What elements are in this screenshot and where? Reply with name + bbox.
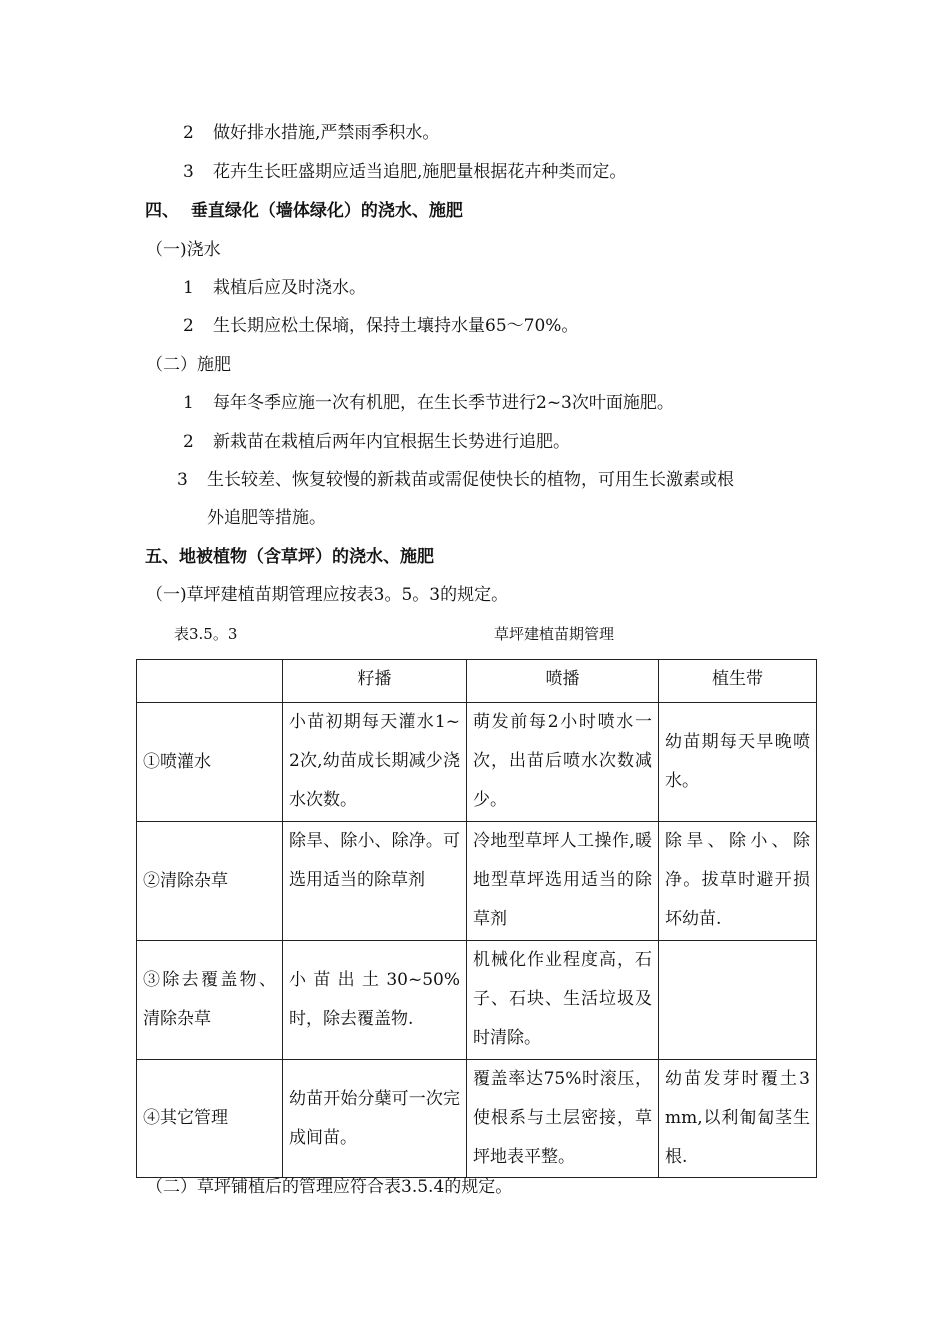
list-item: 2 新栽苗在栽植后两年内宜根据生长势进行追肥。 bbox=[183, 432, 570, 452]
list-item: 2 做好排水措施,严禁雨季积水。 bbox=[183, 123, 440, 143]
section-heading: 四、 垂直绿化（墙体绿化）的浇水、施肥 bbox=[145, 201, 463, 221]
table-header-row bbox=[137, 660, 817, 703]
table-cell: 覆盖率达75%时滚压，使根系与土层密接，草坪地表平整。 bbox=[467, 1060, 659, 1178]
table-row bbox=[137, 703, 817, 822]
table-row bbox=[137, 941, 817, 1060]
table-header: 籽播 bbox=[283, 660, 467, 703]
table-cell: 除旱、除小、除净。拔草时避开损坏幼苗. bbox=[659, 822, 817, 941]
subsection-heading: （一)浇水 bbox=[146, 240, 221, 260]
table-cell: 幼苗发芽时覆土3mm,以利匍匐茎生根. bbox=[659, 1060, 817, 1178]
table-cell: ①喷灌水 bbox=[137, 703, 283, 822]
table-cell: 冷地型草坪人工操作,暖地型草坪选用适当的除草剂 bbox=[467, 822, 659, 941]
table-cell: 小苗出土30~50%时，除去覆盖物. bbox=[283, 941, 467, 1060]
table-row bbox=[137, 1060, 817, 1178]
table-cell: 萌发前每2小时喷水一次，出苗后喷水次数减少。 bbox=[467, 703, 659, 822]
table-header: 植生带 bbox=[659, 660, 817, 703]
list-item: 3 生长较差、恢复较慢的新栽苗或需促使快长的植物，可用生长激素或根 bbox=[177, 470, 734, 490]
list-item: 3 花卉生长旺盛期应适当追肥,施肥量根据花卉种类而定。 bbox=[183, 162, 627, 182]
list-item: 1 每年冬季应施一次有机肥，在生长季节进行2~3次叶面施肥。 bbox=[183, 393, 674, 413]
table-title: 草坪建植苗期管理 bbox=[494, 625, 615, 643]
table-cell: ②清除杂草 bbox=[137, 822, 283, 941]
table-header: 喷播 bbox=[467, 660, 659, 703]
section-heading: 五、地被植物（含草坪）的浇水、施肥 bbox=[145, 547, 434, 567]
list-item-continuation: 外追肥等措施。 bbox=[207, 508, 326, 528]
subsection-heading: （一)草坪建植苗期管理应按表3。5。3的规定。 bbox=[146, 585, 509, 605]
subsection-heading: （二）施肥 bbox=[146, 355, 231, 375]
table-cell: 机械化作业程度高，石子、石块、生活垃圾及时清除。 bbox=[467, 941, 659, 1060]
table-cell bbox=[659, 941, 817, 1060]
table-cell: 幼苗开始分蘖可一次完成间苗。 bbox=[283, 1060, 467, 1178]
list-item: 1 栽植后应及时浇水。 bbox=[183, 278, 366, 298]
seedling-management-table bbox=[136, 659, 817, 1178]
table-cell: ④其它管理 bbox=[137, 1060, 283, 1178]
table-cell: 小苗初期每天灌水1~2次,幼苗成长期减少浇水次数。 bbox=[283, 703, 467, 822]
subsection-heading: （二）草坪铺植后的管理应符合表3.5.4的规定。 bbox=[146, 1177, 513, 1197]
table-header bbox=[137, 660, 283, 703]
list-item: 2 生长期应松土保墒，保持土壤持水量65～70%。 bbox=[183, 316, 579, 336]
table-cell: 除旱、除小、除净。可选用适当的除草剂 bbox=[283, 822, 467, 941]
table-label: 表3.5。3 bbox=[174, 625, 238, 643]
table-row bbox=[137, 822, 817, 941]
table-cell: ③除去覆盖物、清除杂草 bbox=[137, 941, 283, 1060]
table-cell: 幼苗期每天早晚喷水。 bbox=[659, 703, 817, 822]
